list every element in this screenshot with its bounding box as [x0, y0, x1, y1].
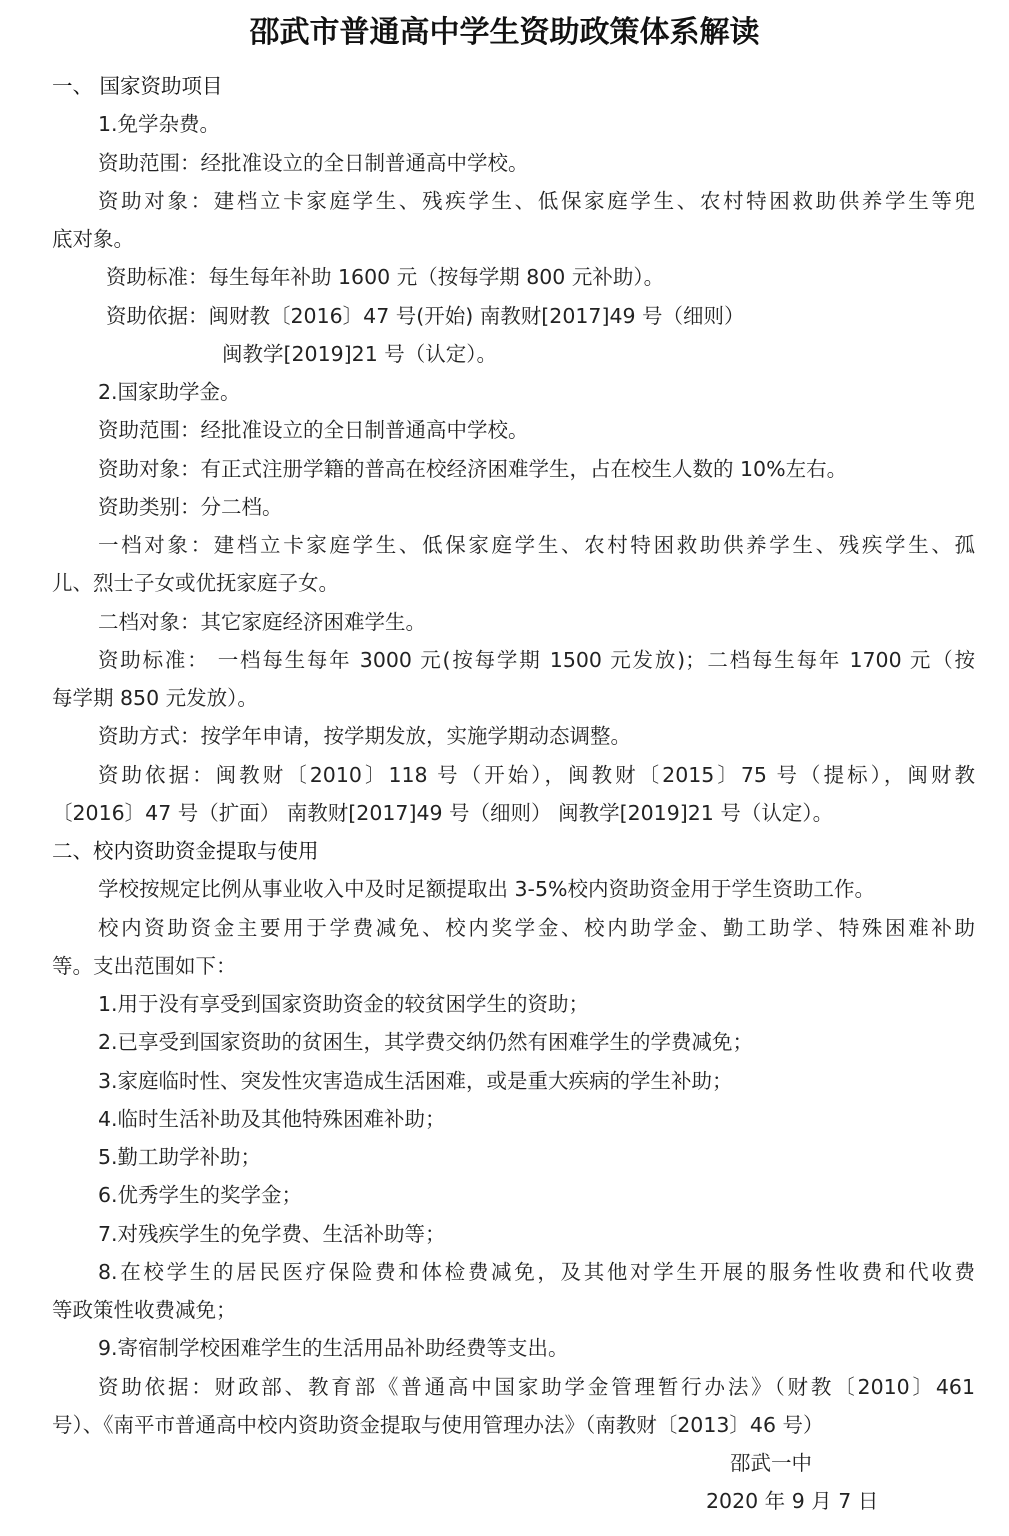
paragraph-line: 学校按规定比例从事业收入中及时足额提取出 3-5%校内资助资金用于学生资助工作。	[98, 877, 875, 902]
paragraph-line: 闽教学[2019]21 号（认定）。	[222, 341, 498, 366]
list-item: 3.家庭临时性、突发性灾害造成生活困难，或是重大疾病的学生补助；	[98, 1068, 733, 1093]
list-item: 8.在校学生的居民医疗保险费和体检费减免，及其他对学生开展的服务性收费和代收费	[98, 1259, 975, 1284]
paragraph-line: 资助范围：经批准设立的全日制普通高中学校。	[98, 150, 529, 175]
paragraph-line: 等。支出范围如下：	[52, 953, 237, 978]
paragraph-line: 资助依据：闽财教〔2016〕47 号(开始) 南教财[2017]49 号（细则）	[106, 303, 745, 328]
document-title: 邵武市普通高中学生资助政策体系解读	[249, 15, 760, 50]
section-heading: 二、校内资助资金提取与使用	[52, 839, 319, 863]
section-heading: 一、 国家资助项目	[52, 74, 223, 98]
document-body	[52, 67, 975, 1521]
list-item: 9.寄宿制学校困难学生的生活用品补助经费等支出。	[98, 1336, 569, 1361]
paragraph-line: 儿、烈士子女或优抚家庭子女。	[52, 571, 339, 596]
list-item: 5.勤工助学补助；	[98, 1145, 262, 1169]
paragraph-line: 资助标准： 一档每生每年 3000 元(按每学期 1500 元发放)；二档每生每年 1700 元（按	[98, 647, 975, 672]
item-heading: 1.免学杂费。	[98, 112, 221, 137]
paragraph-line: 一档对象：建档立卡家庭学生、低保家庭学生、农村特困救助供养学生、残疾学生、孤	[98, 533, 975, 557]
paragraph-line: 资助对象：建档立卡家庭学生、残疾学生、低保家庭学生、农村特困救助供养学生等兜	[98, 188, 975, 213]
paragraph-line: 资助依据：闽教财〔2010〕118 号（开始），闽教财〔2015〕75 号（提标），闽财教	[98, 762, 975, 787]
paragraph-line: 号）、《南平市普通高中校内资助资金提取与使用管理办法》（南教财〔2013〕46 号）	[52, 1412, 824, 1437]
paragraph-line: 资助范围：经批准设立的全日制普通高中学校。	[98, 418, 529, 443]
paragraph-line: 二档对象：其它家庭经济困难学生。	[98, 609, 426, 634]
list-item: 2.已享受到国家资助的贫困生，其学费交纳仍然有困难学生的学费减免；	[98, 1030, 754, 1055]
paragraph-line: 资助对象：有正式注册学籍的普高在校经济困难学生，占在校生人数的 10%左右。	[98, 456, 848, 481]
paragraph-line: 〔2016〕47 号（扩面） 南教财[2017]49 号（细则） 闽教学[2019]21 号（认定）。	[52, 800, 834, 825]
paragraph-line: 资助依据：财政部、教育部《普通高中国家助学金管理暂行办法》（财教〔2010〕461	[98, 1374, 975, 1399]
list-item: 等政策性收费减免；	[52, 1298, 237, 1322]
paragraph-line: 资助类别：分二档。	[98, 494, 283, 519]
item-heading: 2.国家助学金。	[98, 380, 241, 404]
list-item: 6.优秀学生的奖学金；	[98, 1183, 303, 1208]
list-item: 7.对残疾学生的免学费、生活补助等；	[98, 1221, 446, 1246]
signature: 邵武一中	[730, 1451, 812, 1475]
paragraph-line: 资助标准：每生每年补助 1600 元（按每学期 800 元补助）。	[106, 265, 665, 290]
paragraph-line: 资助方式：按学年申请，按学期发放，实施学期动态调整。	[98, 724, 631, 749]
date: 2020 年 9 月 7 日	[706, 1489, 879, 1514]
list-item: 1.用于没有享受到国家资助资金的较贫困学生的资助；	[98, 992, 590, 1016]
list-item: 4.临时生活补助及其他特殊困难补助；	[98, 1106, 446, 1131]
paragraph-line: 底对象。	[52, 227, 134, 251]
paragraph-line: 每学期 850 元发放）。	[52, 686, 258, 710]
paragraph-line: 校内资助资金主要用于学费减免、校内奖学金、校内助学金、勤工助学、特殊困难补助	[98, 915, 975, 940]
